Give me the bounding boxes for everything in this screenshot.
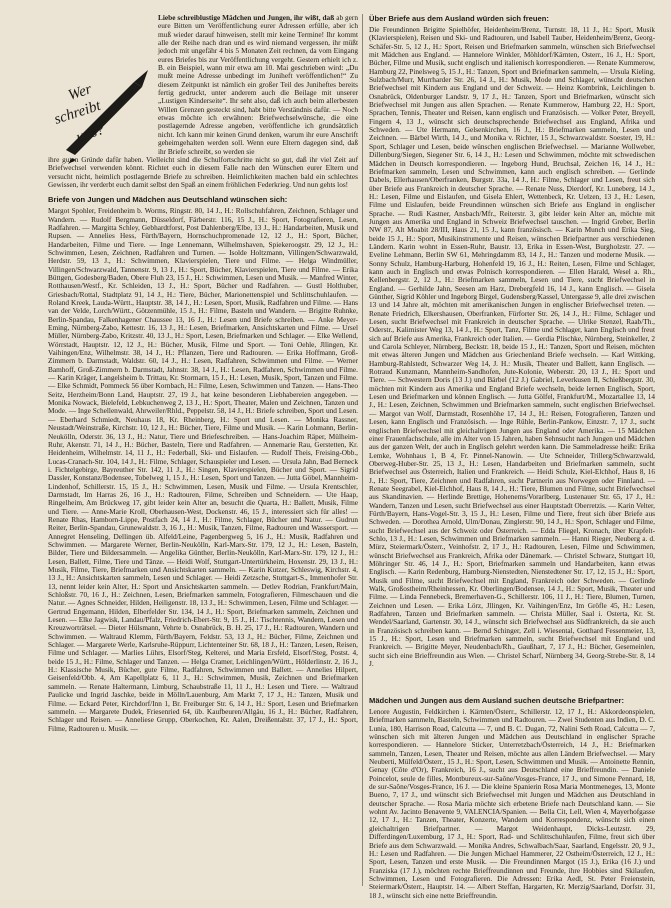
left-column xyxy=(48,14,358,855)
column-divider xyxy=(362,14,363,886)
abroad-listing: Die Freundinnen Brigitte Spielhöfer, Heidenheim/Brenz, Turnstr. 18, 11 J., H.: Sport, Musik (Klavierspielen), Reisen und Ski- und Radtouren, und Isabell Tauber, Heidenheim/Brenz, Georg-Schäfer-Str. 5, 12 J., H.: Sport, Reisen und Briefmarken sammeln, wünschen sich Briefwechsel mit Mädchen aus England. — Hannelore Winkler, Möhldorf/Kärnten, Osterr., 16 J., H.: Sport, Bücher, Filme und Musik, sucht englisch und italienisch korrespondieren. — Renate Kummerow, Hamburg 22, Pinelsweg 5, 15 J., H.: Tanzen, Sport und Briefmarken sammeln, — Ursula Kieling, Sulzbach/Murr, Murrharder Str. 26, 14 J., H.: Musik, Mode und Schlager, wünscht deutschen Briefwechsel mit Kindern aus England und der Schweiz. — Heinz Kombrink, Leichlingen b. Osnabrück, Oldenburger Landstr. 9, 17 J., H.: Tanzen, Sport und Briefmarken, wünscht sich Briefwechsel mit Jungen aus allen Sprachen. — Renate Kummerow, Hamburg 22, H.: Sport, Sprachen, Tennis, Theater und Reisen, kann englisch und Französisch. — Volker Peter, Breyell, Fingern 4, 13 J., wünscht sich deutschsprechende Briefwechsel aus England, Afrika und Schweden. — Ute Hermann, Gelsenkirchen, 16 J., H.: Briefmarken sammeln, Lesen und Zeichnen. — Bärbel Wirth, 14 J., und Monika v. Richter, 15 J., Schwarzwaldstr. Soester, 19, H.: Sport, Schlager und Lesen, beide wünschen englischen Briefwechsel. — Marianne Wollweber, Dillenburg/Siegen, Siegener Str. 6, 14 J., H.: Lesen und Schwimmen, möchte mit schwedischen Mädchen in Deutsch korrespondieren. — Ingeborg Hund, Bruchsal, Zeichen 16, 14 J., H.: Briefmarken sammeln, Lesen und Schwimmen, kann auch englisch schreiben. — Gerlinde Dabels, Ellerhausen/Oberfranken, Burgstr. 33a, 14 J., H.: Filme, Schlager und Lesen, freut sich über Briefe aus Frankreich in deutscher Sprache. — Renate Nuss, Dierdorf, Kr. Luneberg, 14 J., H.: Lesen, Filme und Eislaufen, und Gisela Ehlert, Wettenbeck, Kr. Uelzen, 13 J., H.: Lesen, Filme und Eislaufen, beide Freundinnen wünschen sich Briefe aus England in englischer Sprache. — Rudi Kastner, Ansbach/Mfr., Reiterstr. 3, gibt leider kein Alter an, möchte mit Jungen aus Amerika und England in Schweiz Briefwechsel tauschen. — Ingrid Greber, Berlin NW 87, Alt Moabit 28/III, Haus 21, 15 J., kann französisch. — Karin Munch und Erika Sieg, beide 15 J., H.: Sport, Musikinstrumente und Reisen, wünschen Briefpartner aus verschiedenen Ländern. Karin wohnt in Essen-Ruhr, Baustr. 13, Erika in Essen-West, Burgholzstr. 27. — Eveline Lehmann, Berlin SW 61, Mehringdamm 83, 14 J., H.: Tanzen und moderne Musik. — Sonny Schulz, Hamburg-Harburg, Hohenfeld 19, 16 J., H.: Reiten, Lesen, Filme und Schlager, kann auch in Englisch und etwas Polnisch korrespondieren. — Ellen Harald, Wesel a. Rh., Kellenbergstr. 2, 12 J., H.: Briefmarken sammeln, Lesen und Tiere, sucht Briefwechsel in England. — Gerhilde Jahn, Seesen am Harz, Drebergfeld 16, 14 J., kann Englisch. — Gisela Günther, Sigrid Köhler und Ingeborg Birgel, Gudensberg/Kassel, Untergasse 9, alle drei zwischen 13 und 14 Jahre alt, möchten mit amerikanischen Jungen in englischer Briefwechsel treten. — Renate Friedrich, Elkershausen, Oberfranken, Fürforter Str. 26, 14 J., H.: Filme, Schlager und Lesen, sucht Briefwechsel mit Frankreich in deutscher Sprache. — Ulrike Stenzel, Raab/Th., Oderstr., Kalimister Weg 13, 14 J., H.: Sport, Tanz, Filme und Schlager, kann Englisch und freut sich auf Briefe aus Amerika, Frankreich oder Italien. — Gerdia Plischke, Nürnberg, Steinkeller, 2 und Carola Schleyer, Nürnberg, Beckstr. 18, beide 15 J., H.: Tanzen, Sport und Reisen, möchten mit etwas älteren Jungen und Mädchen aus Griechenland Briefe wechseln. — Karl Wittking, Hamburg-Rahlstedt, Schwarzer Weg 14, J. H.: Musik, Theater und Ballett, kann Englisch. — Rotraud Kunzmann, Mannheim-Sandhofen, Jute-Kolonie, Weberstr. 20, 13 J., H.: Sport und Tiere. — Schwestern Doris (13 J.) und Bärbel (12 J.) Gabriel, Leverkusen II, Schießbergstr. 30, möchten mit Kindern aus Amerika und England Briefe wechseln, beide lernen Englisch, Sport, Lesen und Briefmarken und können Englisch. — Jutta Gölfel, Frankfurt/M., Mozartallee 13, 14 J., H.: Lesen, Zeichnen, Schwimmen und Briefmarken sammeln, sucht englischen Briefwechsel. — Margot van Wolf, Darmstadt, Rosenhöhe 17, 14 J., H.: Reisen, Fotografieren, Tanzen und Lesen, kann Englisch und Französisch. — Inge Rühle, Berlin-Pankow, Einzstr. 7, 17 J., sucht englischen Briefwechsel mit gleichaltrigen Jungen aus England oder Amerika. — 15 Mädchen einer Frauenfachschule, alle im Alter von 15 Jahren, haben Sehnsucht nach Jungen und Mädchen aus der ganzen Welt, der auch in Englisch gelehrt werden kann. Die Sammeladresse heißt: Erika Lemke, Wohnhaus 1, B 4, Fr. Pinnel-Nanowin. — Ute Schneider, Trillerg/Schwarzwald, Oberweg-Huber-Str. 25, 13 J., H.: Lesen, Handarbeiten und Briefmarken sammeln, sucht Briefwechsel aus Österreich, Italien und Frankreich. — Heidi Schulz, Kiel-Elchhof, Haus 8, 16 J., H.: Sport, Tiere, Zeichnen und Radfahren, sucht Partnerin aus Norwegen oder Finnland. — Renate Seegrabel, Kiel-Elchhof, Haus 8, 14 J., H.: Tiere, Blumen und Filme, sucht Briefwechsel aus Skandinavien. — Herlinde Brettige, Hohenems/Vorarlberg, Lustenauer Str. 65, 17 J., H.: Wandern, Tanzen und Lesen, sucht Briefwechsel aus einer Hauptstadt Oberretzis. — Karin Velter, Fürth/Bayern, Hans-Vogel-Str. 3, 15 J., H.: Lesen, Filme und Tiere, freut sich über Briefe aus Schweden. — Dorothea Arnold, Ulm/Donau, Zinglerstr. 90, 14 J., H.: Sport, Schlager und Filme, sucht Briefwechsel aus der Schweiz oder Österreich. — Edda Fliegel, Kronach, über Krapfelt-Schlo, 13 J., H.: Lesen, Schwimmen und Briefmarken sammeln. — Hanni Rieger, Neuberg a. d. Mürz, Steiermark/Österr., Veinhofstr. 2, 17 J., H.: Radtouren, Lesen, Filme und Schwimmen, wünscht Briefwechsel aus Frankreich, Afrika oder Dänemark. — Christel Schwarz, Stuttgart 10, Möhringer Str. 46, 14 J., H.: Sport, Briefmarken sammeln und Handarbeiten, kann etwas Englisch. — Karin Redenburg, Hamburg-Nienstedten, Nienstedtener Str. 17, 12, 15 J., H.: Sport, Musik und Filme, sucht Briefwechsel mit England, Frankreich oder Schweden. — Gerlinde Walk, Großostheim/Rheinhessen, Kr. Oberlingen/Bodensee, 14 J., H.: Sport, Musik, Theater und Filme. — Linda Fennebeck, Bremerhaven-G., Schillerstr. 106, 11 J., H.: Tiere, Blumen, Turnen, Zeichnen und Lesen. — Erika Lörz, Jllingen, Kr. Vaihingen/Enz, Im Gröfle 45, H.: Lesen, Radfahren, Tanzen und Briefmarken sammeln. — Christa Müller, Saal i. Osterta, Kr. St. Wendel/Saarland, Gartenstr. 30, 14 J., wünscht sich Briefwechsel aus Südfrankreich, da sie auch in Französisch schreiben kann. — Bernd Schinger, Zell i. Wiesental, Gotthard Fessenmeier, 13, 15 J., H.: Sport, Lesen und Briefmarken sammeln, sucht Briefwechsel mit England und Frankreich. — Brigitte Meyer, Neudenbach/Rh., Gaußhart, 7, 17 J., H.: Bücher, Gesemeinlen, sucht sich eine Brieffreundin aus Wien. — Christel Scharf, Nürnberg 34, Georg-Strebe-Str. 8, 14 J. xyxy=(369,26,655,669)
svg-text:Wer: Wer xyxy=(66,81,94,104)
germany-listing: Margot Spohler, Freidenheim b. Worms, Ringstr. 80, 14 J., H.: Rollschuhfahren, Zeichnen, Schlager und Wandern. — Rudolf Bergmann, Düsseldorf, Färberstr. 116, 15 J., H.: Sport, Fotografieren, Lesen, Radfahren. — Margitta Schley, Gebhardtforst, Post Dahlenberg/Elbe, 13 J., H.: Handarbeiten, Musik und Rupsen. — Annelies Hess, Fürth/Bayern, Hornschuchpromenade 12, 12 J., H.: Sport, Bücher, Handarbeiten, Filme und Tiere. — Inge Lennemann, Wilhelmshaven, Spiekeroogstr. 29, 12 J., H.: Schwimmen, Lesen, Zeichnen, Radfahren und Turnen. — Isolde Holtzmann, Villingen/Schwarzwald, Herdstr. 59, 13 J., H.: Schwimmen, Klavierspielen, Tiere und Filme. — Helga Windmüller, Villingen/Schwarzwald, Tannenstr. 9, 13 J., H.: Sport, Bücher, Klavierspielen, Tiere und Filme. — Erika Büttgen, Godesberg/Baden, Obere Fluh 23, 15 J., H.: Schwimmen, Lesen und Musik. — Manfred Winter, Rotthausen/Westf., Kr. Schleiden, 13 J., H.: Sport, Bücher und Radfahren. — Gustl Holthuber, Griesbach/Rottal, Stadtplatz 91, 14 J., H.: Tiere, Bücher, Marionettenspiel und Schlittschuhlaufen. — Roland Kreek, Lauda-Württ., Hauptstr. 38, 14 J., H.: Lesen, Sport, Musik, Radfahren und Filme. — Hans van der Velde, Lorch/Württ., Götzenmühle, 15 J., H.: Filme, Basteln und Wandern. — Brigitte Ruhnke, Berlin-Spandau, Falkenhagener Chaussee 13, 16 J., H.: Lesen und Briefe schreiben. — Anke Meyer-Eming, Nürnberg-Zabo, Kettestr. 16, 13 J., H.: Lesen, Briefmarken, Ansichtskarten und Filme. — Ursel Müller, Nürnberg-Zabo, Kritzstr. 40, 13 J., H.: Sport, Lesen, Briefmarken und Schlager. — Elke Wellend, Wörrstadt, Hauptstr. 12, 12 J., H.: Bücher, Musik, Filme und Sport. — Toni Oehle, Jllingen, Kr. Vaihingen/Enz, Wilhelmstr. 38, 14 J., H.: Pflanzen, Tiere und Radtouren. — Erika Hoffmann, Groß-Zimmern b. Darmstadt, Waldstr. 60, 14 J., H.: Lesen, Radfahren, Schwimmen und Filme. — Werner Bamhoff, Groß-Zimmern b. Darmstadt, Jahnstr. 38, 14 J., H.: Lesen, Radfahren, Schwimmen und Filme. — Karin Kräger, Langelsheim b. Trittau, Kr. Stormarn, 15 J., H.: Lesen, Musik, Sport, Tanzen und Filme. — Elke Schmidt, Pommeck 56 über Kornbach, H.: Filme, Lesen, Schwimmen und Tanzen. — Hans-Theo Seitz, Herzheim/Bonn Land, Hauptstr. 27, 19 J., hat keine besonderen Liebhabereien angegeben. — Monika Nowack, Bielefeld, Lebkuchenweg 2, 13 J., H.: Sport, Theater, Malen und Zeichnen, Tanzen und Mode. — Inge Schellenwald, Ahrweiler/Rhld., Peppelstr. 58, 14 J., H.: Briefe schreiben, Sport und Lesen. — Eberhard Schmiedt, Neuhaus 18, Kr. Rheinberg, H.: Sport und Lesen. — Monika Rassner, Neustadt/Weinstraße, Kirchstr. 10, 12 J., H.: Bücher, Tiere, Filme und Musik. — Karin Lohmann, Berlin-Neukölln, Oderstr. 36, 13 J., H.: Natur, Tiere und Briefeschreiben. — Hans-Joachim Räper, Mülheim-Ruhr, Akenstr. 71, 14 J., H.: Bücher, Basteln, Tiere und Radfahren. — Annemarie Rau, Gerstetten, Kr. Heidenheim, Wilhelmstr. 14, 11 J., H.: Federball, Ski- und Eislaufen. — Rudolf Theis, Freising-Obb., Lucas-Cranach-Str. 104, 14 J., H.: Filme, Schlager, Schauspieler und Lesen. — Ursula Jahn, Bad Berneck i. Fichtelgebirge, Bayreuther Str. 142, 11 J., H.: Singen, Klavierspielen, Bücher und Sport. — Sigrid Dassler, Konstanz/Bodensee, Tobelweg 1, 15 J., H.: Lesen, Sport und Tanzen. — Jutta Göbel, Mannheim-Lindenhof, Schillerstr. 15, 15 J., H.: Schwimmen, Lesen, Musik und Filme. — Ursula Krentschler, Darmstadt, Im Harras 26, 16 J., H.: Radtouren, Filme, Schreiben und Schneidern. — Ute Haap, Ringelheim, Am Brückweg 17, gibt leider kein Alter an, besucht die Quarta, H.: Ballett, Musik, Filme und Tiere. — Anne-Marie Kroll, Oberhausen-West, Dockenstr. 46, 15 J., interessiert sich für alles! — Renate Rhas, Hamborn-Lippe, Postfach 24, 14 J., H.: Filme, Schlager, Bücher und Natur. — Gudrun Reiter, Berlin-Spandau, Grunewaldstr. 3, 16 J., H.: Musik, Tanzen, Filme, Radtouren und Wassersport. — Annegret Henseling, Dellingen üb. Alfeld/Leine, Pagenbergweg 5, 16 J., H.: Musik, Radfahren und Schwimmen. — Margarete Werner, Berlin-Neukölln, Karl-Marx-Str. 179, 12 J., H.: Lesen, Basteln, Bilder, Tiere und Bildersammeln. — Angelika Günther, Berlin-Neukölln, Karl-Marx-Str. 179, 12 J., H.: Lesen, Ballett, Filme, Tiere und Tänze. — Heidi Wolf, Stuttgart-Untertürkheim, Hoxenstr. 29, 13 J., H.: Musik, Filme, Tiere, Briefmarken und Ansichtskarten sammeln. — Karin Kutzer, Schleswig, Kirchstr. 4, 13 J., H.: Ansichtskarten sammeln, Lesen und Schlager. — Heidi Zetzsche, Stuttgart-S., Immenhofer Str. 13, nennt leider kein Alter, H.: Sport und Ansichtskarten sammeln. — Detlev Rodrian, Frankfurt/Main, Schloßstr. 70, 16 J., H.: Zeichnen, Lesen, Briefmarken sammeln, Fotografieren, Filmeschauen und die Natur. — Agnes Schneider, Hilden, Heiligenstr. 18, 13 J., H.: Schwimmen, Lesen, Filme und Schlager. — Gertrud Engemann, Hilden, Elberfelder Str. 134, 14 J., H.: Sport, Briefmarken sammeln, Zeichnen und Lesen. — Elke Jagwisk, Landau/Pfalz, Friedrich-Ebert-Str. 9, 15 J., H.: Tischtennis, Wandern, Lesen und Kreuzworträtsel. — Dieter Hülsmann, Vehrte b. Osnabrück, B. H. 25, 17 J., H.: Radtouren, Wandern und Schwimmen. — Waltraud Klemm, Fürth/Bayern, Feldstr. 53, 13 J., H.: Bücher, Filme, Zeichnen und Schlager. — Margarete Werle, Karlsruhe-Rüppurr, Lichtenteiner Str. 68, 18 J., H.: Tanzen, Lesen, Reisen, Filme und Schlager. — Marlies Lührs, Elsorf/Steg, Kelterei, und Maria Ersfeld, Elsorf/Steg, Postst. 4, beide 15 J., H.: Filme, Schlager und Tanzen. — Helga Cramer, Leichlingen/Württ., Hölderlinstr. 2, 16 J., H.: Klassische Musik, Bücher, gute Filme, Radfahren, Schwimmen und Ballett. — Annelies Hilpert, Geisenfeld/Obb. 4, Am Kapellplatz 6, 11 J., H.: Schwimmen, Musik, Zeichnen und Briefmarken sammeln. — Renate Haltermann, Limburg, Schaubstraße 11, 11 J., H.: Lesen und Tiere. — Waltraud Paulicke und Ingrid Jaschke, beide in Mölln/Lauenburg, Am Markt 7, 17 J., H.: Tanzen, Musik und Filme. — Eckard Peter, Kirchdorf/Inn 1, Br. Freiburger Str. 6, 14 J., H.: Sport, Lesen und Briefmarken sammeln. — Margarete Dudek, Friesenried 64, üb. Kaufbeuren/Allgäu, 16 J., H.: Bücher, Radfahren, Schlager und Reisen. — Anneliese Grupp, Oberkochen, Kr. Aalen, Dreißentalstr. 37, 17 J., H.: Sport, Filme, Radtouren u. Musik. — xyxy=(48,207,358,733)
intro-text-continued: ihre guten Gründe dafür haben. Vielleicht sind die Schulfortschritte nicht so gut, daß ihr viel Zeit auf Briefwechsel verwenden könnt. Richtet euch in diesem Falle nach den Wünschen eurer Eltern und versucht nicht, heimlich postlagernde Briefe zu schreiben. Heimlichkeiten machen bald ein schlechtes Gewissen, ihr verderbt euch damit selbst den Spaß an einem fröhlichen Federkrieg. Und nun gehts los! xyxy=(48,154,358,189)
section-heading-germany: Briefe von Jungen und Mädchen aus Deutschland wünschen sich: xyxy=(48,195,288,205)
section-heading-outside: Mädchen und Jungen aus dem Ausland suchen deutsche Briefpartner: xyxy=(369,696,624,705)
intro-body: ab gern eure Bitten um Veröffentlichung eurer Adressen erfülle, aber ich muß wieder darauf hinweisen, stellt mir keine Termine! Ihr kommt alle der Reihe nach dran und es wird niemand vergessen, ihr müßt jedoch mit ungefähr 4 bis 5 Monaten Zeit rechnen, da vom Eingang eures Briefes bis zur Veröffentlichung vergeht. Gestern erhielt ich z. B. ein Beispiel, wann mir etwa am 10. Mai geschrieben wird: „Du mußt meine Adresse unbedingt im Juniheft veröffentlichen!“ Zu diesem Zeitpunkt ist nämlich ein großer Teil des Juniheftes bereits fertig gedruckt, unter anderem auch die Beilage mit unserer „Lustigen Kinderseite“. Ihr seht also, daß ich auch beim allerbesten Willen Grenzen gesteckt sind, habt bitte Verständnis dafür. — Noch etwas möchte ich erwähnen: Briefwechselwünsche, die eine postlagernde Adresse angeben, veröffentliche ich grundsätzlich nicht. Ich kann mir keinen Grund denken, warum ihr eure Anschrift geheimgehalten werden soll. Wenn eure Eltern dagegen sind, daß ihr Briefe schreibt, so werden sie xyxy=(158,13,358,156)
right-column xyxy=(369,14,655,908)
intro-first-line: Liebe schreiblustige Mädchen und Jungen, ihr wißt, daß xyxy=(158,13,335,22)
svg-text:schreibt: schreibt xyxy=(52,97,103,128)
intro-text xyxy=(158,14,358,156)
section-heading-abroad: Über Briefe aus dem Ausland würden sich freuen: xyxy=(369,14,549,23)
outside-listing: Lenore Augustin, Feldkirchen i. Kärnten/Österr., Schillerstr. 12, 17 J., H.: Akkordeonspielen, Briefmarken sammeln, Basteln, Schwimmen und Radtouren. — Zwei Studenten aus Indien, D. C. Lunia, 180, Harrison Road, Calcutta — 7, und B. C. Dugan, 72, Nalini Seth Road, Calcutta — 7, wünschen sich mit älteren Jungen und Mädchen aus Deutschland in englischer Sprache korrespondieren. — Hannelore Sticker, Unterretzbach/Österreich, 14 J., H.: Briefmarken sammeln, Tanzen, Lesen, Theater und Reisen, möchte aus allen Ländern Briefwechsel. — Mary Neuberti, Mülfeld/Österr., 15 J., H.: Sport, Lesen, Schwimmen und Musik. — Antoinette Rennin, Genay (Côte d'Or), Frankreich, 16 J., sucht aus Deutschland eine Brieffreundin. — Daniele Poincelot, seule de filles, Montbureux-sur-Saône/Vosges-France, 17 J., und Simone Pennard, 18, de sur-Saône/Vosges-France, 16 J. — Die kleine Spanierin Rosa Maria Montmeneges, 13, Monte Bueno, 7, 17 J., und wünscht sich Briefwechsel mit Jungen und Mädchen aus Deutschland in deutscher Sprache. — Rosa Maria möchte sich erbetene Briefe nach Deutschland kann. — Sie wohnt Av. Jacinto Benavente 9, VALENCIA/Spanien. — Bella Cit, Lell, Wien 4, Mayerhofgasse 12, 17 J., H.: Tanzen, Theater, Konzerte, Wandern und Korrespondenz, wünscht sich einen gleichaltrigen Briefpartner. — Margot Weidenhaupt, Dicks-Leutzstr. 29, Differdingen/Luxemburg, 17 J., H.: Sport, Rad- und Schlittschuhlaufen, Filme, freut sich über Briefe aus dem Schwarzwald. — Monika Andres, Schwalbach/Saar, Saarland, Engelsstr. 20, 9 J., H.: Lesen und Radfahren. — Die Jungen Michael Hammerer, 22 Ostheim/Österreich, 12 J., H.: Sport, Lesen, Tanzen und erste Musik. — Die Freundinnen Margot (15 J.), Erika (16 J.) und Franziska (17 J.), möchten rechte Brieffreundinnen und Freunde, ihre Hobbies sind Skilaufen, Schwimmen, Lesen und Fotografieren. Die Adressen: Erika Aedl, St. Peter Freienstein, Steiermark/Österr., Hauptstr. 14. — Albert Steffan, Hargarten, Kr. Merzig/Saarland, Dorfstr. 31, 18 J., wünscht sich eine nette Brieffreundin. xyxy=(369,708,655,900)
svg-text:uns?: uns? xyxy=(74,121,107,146)
